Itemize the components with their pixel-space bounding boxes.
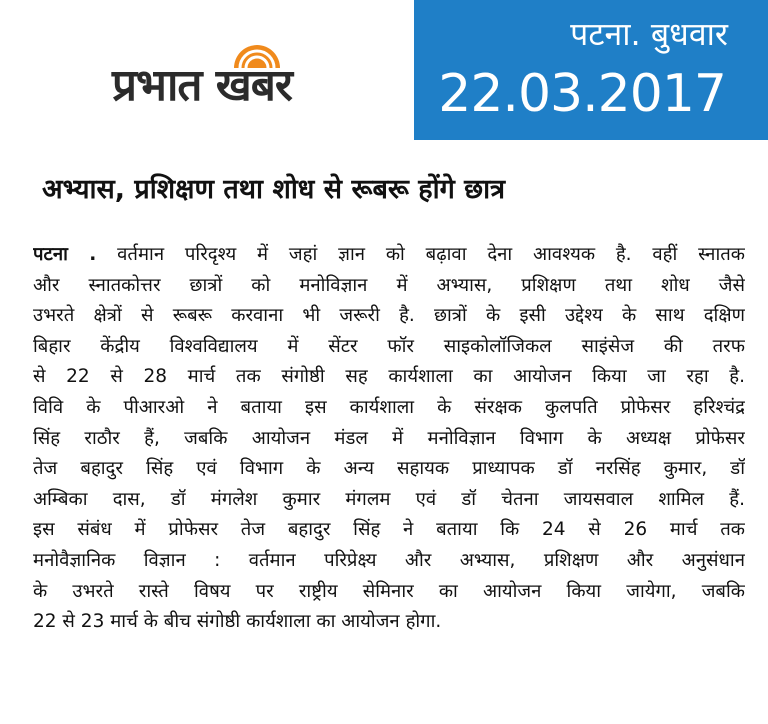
newspaper-logo [112, 38, 382, 118]
article-dateline: पटना . [33, 244, 97, 265]
article-line: तेज बहादुर सिंह एवं विभाग के अन्य सहायक प्राध्यापक डॉ नरसिंह कुमार, डॉ [33, 458, 745, 480]
article-line: से 22 से 28 मार्च तक संगोष्ठी सह कार्यशाला का आयोजन किया जा रहा है. [33, 366, 745, 388]
city-day-label: पटना. बुधवार [570, 15, 728, 53]
article-headline: अभ्यास, प्रशिक्षण तथा शोध से रूबरू होंगे छात्र [42, 174, 505, 205]
article-line: और स्नातकोत्तर छात्रों को मनोविज्ञान में अभ्यास, प्रशिक्षण तथा शोध जैसे [33, 274, 745, 296]
article-line: उभरते क्षेत्रों से रूबरू करवाना भी जरूरी है. छात्रों के इसी उद्देश्य के साथ दक्षिण [33, 305, 745, 327]
article-line: अम्बिका दास, डॉ मंगलेश कुमार मंगलम एवं डॉ चेतना जायसवाल शामिल हैं. [33, 488, 745, 510]
article-line: इस संबंध में प्रोफेसर तेज बहादुर सिंह ने बताया कि 24 से 26 मार्च तक [33, 519, 745, 541]
issue-date: 22.03.2017 [438, 64, 726, 124]
article-line: पटना . वर्तमान परिदृश्य में जहां ज्ञान को बढ़ावा देना आवश्यक है. वहीं स्नातक [33, 244, 745, 265]
date-box [414, 0, 768, 140]
article-line: विवि के पीआरओ ने बताया इस कार्यशाला के संरक्षक कुलपति प्रोफेसर हरिश्चंद्र [33, 396, 745, 418]
article-line: मनोवैज्ञानिक विज्ञान : वर्तमान परिप्रेक्ष्य और अभ्यास, प्रशिक्षण और अनुसंधान [33, 549, 745, 571]
article-line: सिंह राठौर हैं, जबकि आयोजन मंडल में मनोविज्ञान विभाग के अध्यक्ष प्रोफेसर [33, 427, 745, 449]
article-line: के उभरते रास्ते विषय पर राष्ट्रीय सेमिनार का आयोजन किया जायेगा, जबकि [33, 580, 745, 602]
masthead [0, 0, 768, 150]
logo-text: प्रभात खबर [112, 60, 292, 111]
article-body [33, 240, 745, 638]
article-line: 22 से 23 मार्च के बीच संगोष्ठी कार्यशाला का आयोजन होगा. [33, 611, 442, 633]
article-line: बिहार केंद्रीय विश्वविद्यालय में सेंटर फॉर साइकोलॉजिकल साइंसेज की तरफ [33, 335, 745, 357]
